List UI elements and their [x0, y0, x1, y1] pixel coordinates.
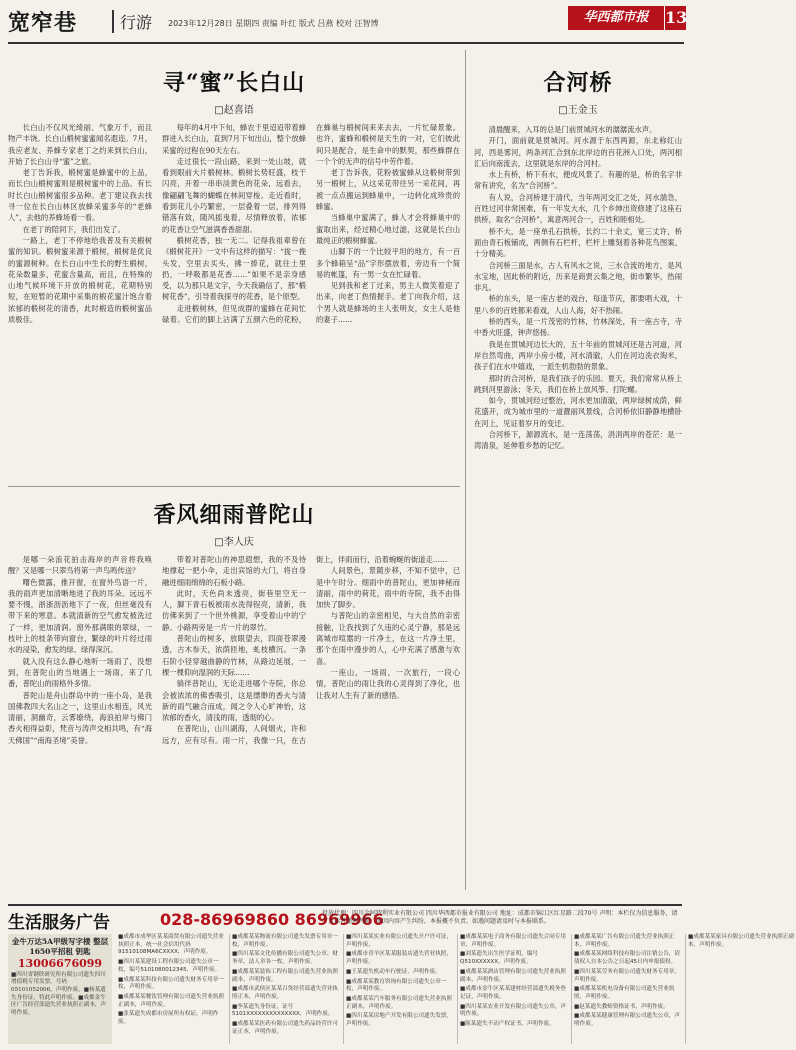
article-title: 合河桥 [543, 70, 613, 96]
column-divider [465, 50, 466, 890]
article-paragraph: 桥的西头，是一片茂密的竹林，竹林深处，有一座古寺，寺中香火旺盛，钟声悠扬。 [474, 317, 682, 338]
article-hehe-bridge [474, 66, 682, 918]
classified-item: ■四川某某房地产开发有限公司遗失发票，声明作废。 [346, 1013, 452, 1028]
article-paragraph: 水上有桥，桥下有水，便成风景了。有趣的是，桥的名字非常有讲究，名为“合河桥”。 [474, 170, 682, 191]
article-paragraph: 带着对普陀山的神思遐想，我的不及待地撑起一把小伞，走出宾馆的大门，将自身融进细雨绵绵的石板小路。 [162, 555, 306, 587]
article-paragraph: 老丁告诉我，椴树蜜是蜂蜜中的上品，而长白山椴树蜜则是椴树蜜中的上品。有长时长白山椴树蜜很多品种。老丁建议我去找寻一位在长白山林区放蜂采蜜多年的“老蜂人”，去他的养蜂场看一看。 [8, 168, 152, 223]
classified-item: ■赵某遗失教师资格证书，声明作废。 [574, 1003, 669, 1010]
article-paragraph: 普陀山的树多，放眼望去，四面苍翠漫透，古木参天，浓荫匝地，虬枝横沉。一条石阶小径穿越曲静的竹林，从路边延展，一棵一棵仰向湿润的天际…… [162, 634, 306, 677]
article-title: 寻“蜜”长白山 [162, 70, 306, 96]
classified-item: ■刘某遗失出生医学证明，编号Q510XXXXXX，声明作废。 [460, 951, 539, 966]
header-rule [8, 42, 684, 44]
classified-item: ■成都某某教育咨询有限公司遗失公章一枚，声明作废。 [346, 978, 447, 993]
article-paragraph: 老丁告诉我，花粉被蜜蜂从这椴树带到另一椴树上，从这采花带往另一采花间，再被一点点搬运到蜂巢中，一边转化成珍贵的蜂蜜。 [316, 168, 460, 212]
classifieds-header [8, 908, 384, 933]
classified-item: ■成都某某电子商务有限公司遗失合同专用章，声明作废。 [460, 934, 566, 948]
article-paragraph: 见到我和老丁过来，男主人微笑着迎了出来，向老丁热情握手。老丁向我介绍，这个男人就是蜂场的主人张明友，女主人是他的妻子…… [316, 281, 460, 325]
article-paragraph: 在普陀山，山川湖海，人间烟火，许和远方，应有尽有。雨一片，我像一只，在古街上，伴雨而行，沿着蜿蜒的街道走…… [162, 555, 448, 745]
classified-item: ■成都某某物流有限公司遗失发票专用章一枚，声明作废。 [232, 934, 338, 948]
article-paragraph: 就入没有这么静心地听一场雨了，没想到，在普陀山的当地遇上一场雨，来了几番，普陀山的雨格外多情。 [8, 656, 152, 689]
article-paragraph: 桥不大，是一座单孔石拱桥，长约二十余丈，宽三丈许，桥面由青石板铺成，两侧有石栏杆，栏杆上雕刻着各种花鸟图案，十分精美。 [474, 226, 682, 259]
article-paragraph: 徜徉普陀山，无论走进哪个寺院，你总会被浓浓的佛香吸引，这是缥缈的香火与清新的雨气融合而成，闻之令人心旷神怡，这浓郁的香火，清浅的雨，透彻的心。 [162, 679, 306, 723]
classified-item: ■成都某某健康管理有限公司遗失公章，声明作废。 [574, 1013, 680, 1028]
article-paragraph: 开门，面前就是贯城河。河水源于东西两源，东北称红山河，西是雾河，两条河汇合到东北岸边的百花洲入口处，两河相汇后向南流去，这里就是东岸的合河村。 [474, 136, 682, 168]
classifieds-phone: 028-86969860 86969966 [160, 910, 384, 929]
classified-item: ■张某遗失成都市房屋所有权证，声明作废。 [118, 1011, 219, 1026]
classified-item: ■成都某某网络科技有限公司注销公告，请债权人自本公告之日起45日内申报债权。 [574, 951, 680, 966]
classified-item: ■成都某某酒店管理有限公司遗失营业执照副本，声明作废。 [460, 968, 566, 983]
article-paragraph: 合河桥下，源源流水，是一连荡荡，涓涓两岸的苍茫：是一湾清泉，延伸着乡愁的记忆。 [474, 430, 682, 451]
newspaper-brand: 华西都市报 [568, 6, 664, 30]
classified-item: ■成都某某医药有限公司遗失药品经营许可证正本，声明作废。 [232, 1021, 338, 1035]
article-paragraph: 普陀山是舟山群岛中的一座小岛，是我国佛教四大名山之一，这里山水相连，风光清丽，洞幽奇，云雾缭绕，海浪拍岸与佛门香火相得益彰，梵音与涛声交相共鸣，有“海天佛国”“南海圣境”美誉。 [8, 690, 152, 745]
article-paragraph: 当蜂巢中蜜满了，蜂人才会将蜂巢中的蜜取出来，经过精心地过滤，这就是长白山最纯正的椴树蜂蜜。 [316, 213, 460, 245]
article-paragraph: 一路上，老丁不停地给我普及有关椴树蜜的知识。椴树蜜来源于椴树，椴树是优良的蜜源树种。在长白山中生长的野生椴树，花朵数量多，花蜜含量高，而且，在特殊的山地气候环境下开放的椴树花，花期特别短，在短暂的花期中采集的椴花蜜汁饱含着浓郁的椴树花的清香，此时椴造的椴树蜜品质极佳。 [8, 235, 152, 325]
article-paragraph: 长白山不仅风光绮丽、气象万千，而且物产丰饶。长白山椴树蜜蜜闻名遐迩。7月，我应老友、养蜂专家老丁之约来到长白山，开始了长白山寻“蜜”之旅。 [8, 123, 152, 166]
article-paragraph: 曙色微露，推开窗，在窗外鸟语一片，我的雨声更加清晰地进了我的耳朵。远远不要不慢，浙浙沥沥地下了一夜，但丝毫没有带下来的寒意。本就清新的空气愈发被洗过了一样，更加清润。窗外那满眼的翠绿，一枝叶上的枝条带向窗台，繁绿的叶片经过雨水的浸染，愈发的绿、绿得深沉。 [8, 577, 152, 655]
classified-item: ■成都某某科技有限公司遗失财务专用章一枚，声明作废。 [118, 976, 224, 991]
classified-item: ■四川某某农业开发有限公司遗失公章，声明作废。 [460, 1003, 566, 1018]
article-paragraph: 清晨醒来，入耳的总是门前贯城河水的潺潺流水声。 [488, 125, 657, 134]
classifieds-section [8, 904, 794, 1044]
page-number: 13 [664, 6, 686, 30]
article-paragraph: 如今，贯城河经过整治，河水更加清澈，两岸绿树成荫，鲜花盛开，成为城市里的一道靓丽风景线，合河桥依旧静静地横卧在河上，见证着岁月的变迁。 [474, 396, 682, 428]
article-author: □王金玉 [558, 105, 598, 116]
featured-ad [8, 934, 112, 1044]
article-putuoshan [8, 498, 460, 930]
article-paragraph: 我是在贯城河边长大的，五十年前的贯城河还是古河道，河岸自然弯曲，两岸小房小楼，河水清澈，人们在河边洗衣淘米，孩子们在水中嬉戏，一派生机勃勃的景象。 [474, 339, 682, 372]
featured-ad-text: ■四川省钢铁研究所有限公司遗失四川增值税专用发票，号码05101052006，声明作废。■杨某遗失身份证，特此声明作废。■成都金牛区广告经营部遗失营业执照正副本，声明作废。 [11, 971, 107, 1017]
article-paragraph: 走过很长一段山路，来到一处山坡，就看到眼前大片椴树林。椴树长势旺盛，枝干闪亮，开着一串串淡黄色的花朵，远看去，像翩翩飞舞的蝴蝶在林间穿梭。走近看时，看到花儿小巧繁密，一层叠着一层，排列得错落有致，随风摇曳着，尽情释放着，浓郁的花香让空气滋满香香甜甜。 [162, 156, 306, 234]
classified-item: ■四川某某文化传播有限公司遗失公章、财务章、法人章各一枚，声明作废。 [232, 951, 338, 966]
classified-item: ■成都某某餐饮管理有限公司遗失营业执照正副本，声明作废。 [118, 994, 224, 1008]
article-paragraph: 有人说，合河桥建于清代，当年两河交汇之处，河水湍急，百姓过河非常困难，有一年发大水，几个乡绅出资修建了这座石拱桥，取名“合河桥”，寓意两河合一，百姓和睦相处。 [474, 192, 682, 225]
article-paragraph: 人间景色，景随步移，不知不觉中，已是中午时分。细雨中的普陀山，更加神秘而清丽，雨中的荷花，雨中的寺院，我不由得加快了脚步。 [316, 566, 460, 610]
article-paragraph: 一座山，一场雨，一次旅行，一段心情，普陀山的雨让我的心灵得到了净化，也让我对人生有了新的感悟。 [316, 667, 460, 700]
classified-item: ■成都市成华区某某商贸有限公司遗失营业执照正本，统一社会信用代码91510108MA6CXXXX，声明作废。 [118, 934, 224, 956]
article-paragraph: 桥的东头，是一座古老的戏台，每逢节庆，都要唱大戏，十里八乡的百姓都来看戏，人山人海，好不热闹。 [474, 294, 682, 315]
classified-item: ■成都某某机电设备有限公司遗失营业执照，声明作废。 [574, 986, 675, 1001]
featured-ad-title: 金牛万达5A甲级写字楼 整层1650平招租 钥匙 [11, 937, 109, 956]
article-paragraph: 山脚下的一个比较平坦的地方，有一百多个蜂箱呈“品”字形摆放着，旁边有一个简易的帐篷，有一男一女在忙碌着。 [316, 247, 460, 279]
article-paragraph: 椴树花香，独一无二。记得我祖辈曾在《椴树花开》一文中有这样的描写：“拢一挽头发，空里去买头，拂一捧花，就往土里扔，一呼吸都是花香……”如果不是亲身感受，以为那只是文字，今天我确信了，那“椴树花香”，引导着我探寻的花香，是个原型。 [162, 235, 306, 302]
article-paragraph: 此时，天色尚未透亮，街巷里空无一人，脚下青石板被雨水洗得锃亮，清新，我仿佛来到了一个世外桃源，享受着山中的宁静。小路两旁是一片一片的翠竹。 [162, 588, 306, 632]
article-body [8, 554, 460, 930]
article-paragraph: 那时的合河桥，是我们孩子的乐园。夏天，我们常常从桥上跳到河里游泳；冬天，我们在桥上放风筝、打陀螺。 [474, 373, 682, 394]
classified-item: ■王某遗失机动车行驶证，声明作废。 [346, 968, 441, 975]
article-body [8, 122, 460, 530]
classified-item: ■陈某遗失不动产权证书，声明作废。 [460, 1021, 555, 1028]
section-subtitle: 行游 [112, 10, 152, 33]
issue-meta: 2023年12月28日 星期四 责编 叶红 版式 吕燕 校对 汪智博 [168, 19, 379, 28]
page-header [8, 4, 688, 48]
classified-item: ■四川某某实业有限公司遗失开户许可证，声明作废。 [346, 934, 452, 948]
article-changbaishan [8, 66, 460, 530]
classified-item: ■四川某某建设工程有限公司遗失公章一枚，编号5101080012345，声明作废。 [118, 959, 221, 973]
classified-item: ■成都市青羊区某某服装店遗失营业执照，声明作废。 [346, 951, 452, 966]
classifieds-title: 生活服务广告 [8, 913, 110, 933]
featured-ad-phone: 13006676099 [17, 956, 103, 970]
article-paragraph: 是哪一朵浪花拍击海岸的声音将我唤醒？又是哪一只翠鸟将第一声鸟鸣传送？ [8, 555, 152, 576]
section-logo: 宽窄巷 [8, 10, 78, 36]
article-paragraph: 合河桥三面是水，古人有风水之说，三水合流的地方，是风水宝地，因此桥的附近，历来是商贾云集之地，街市繁华，热闹非凡。 [474, 260, 682, 293]
classified-item: ■李某遗失身份证，证号5101XXXXXXXXXXXXXX，声明作废。 [232, 1003, 334, 1018]
article-author: □赵喜语 [214, 105, 254, 116]
classified-item: ■成都市金牛区某某建材经营部遗失税务登记证，声明作废。 [460, 986, 566, 1001]
classified-item: ■四川某某劳务有限公司遗失财务专用章，声明作废。 [574, 968, 680, 983]
article-paragraph: 与普陀山的亲密相见，与大自然的亲密接触，让我找到了久违的心灵宁静，那是远离城市喧嚣的一片净土，在这一片净土里，那个在雨中漫步的人，心中充满了感激与欢喜。 [316, 611, 460, 666]
classified-item: ■成都某某汽车服务有限公司遗失营业执照正副本，声明作废。 [346, 996, 452, 1010]
classified-item: ■成都某某家具有限公司遗失营业执照正副本，声明作废。 [688, 934, 794, 948]
article-paragraph: 每年的4月中下旬，蜂农千里迢迢带着蜂群进入长白山，直到7月下旬出山，整个放蜂采蜜的过程在90天左右。 [162, 123, 306, 155]
article-paragraph: 走进椴树林，但见成群的蜜蜂在花间忙碌着。它们的脚上沾满了五颜六色的花粉，在蜂巢与椴树间来来去去，一片忙碌景象。也许，蜜蜂和椴树是天生的一对，它们彼此间只是配合，是生命中的默契，那些蜂群在一个个的无声的信号中劳作着。 [162, 123, 460, 325]
article-body [474, 124, 682, 918]
article-paragraph: 在老丁的陪同下，我们出发了。 [22, 224, 125, 234]
article-title: 香风细雨普陀山 [153, 502, 315, 528]
classified-item: ■成都市武侯区某某百货经营部遗失营业执照正本，声明作废。 [232, 986, 338, 1001]
classifieds-note: 投放代理：四川金阿特利实业有限公司 四川华西都市报业有限公司 地址：成都市锦江区红星路二段70号 声明：本栏仅为信息服务，请广大读者谨慎判断，如因内容产生纠纷，本报概不负责。如遇问题请及时与本报联系。 [322, 910, 678, 926]
classified-item: ■成都某某广告有限公司遗失营业执照正本，声明作废。 [574, 934, 675, 948]
article-author: □李人庆 [214, 537, 254, 548]
classified-listings [118, 934, 794, 1044]
classified-item: ■成都某某装饰工程有限公司遗失营业执照副本，声明作废。 [232, 968, 338, 983]
